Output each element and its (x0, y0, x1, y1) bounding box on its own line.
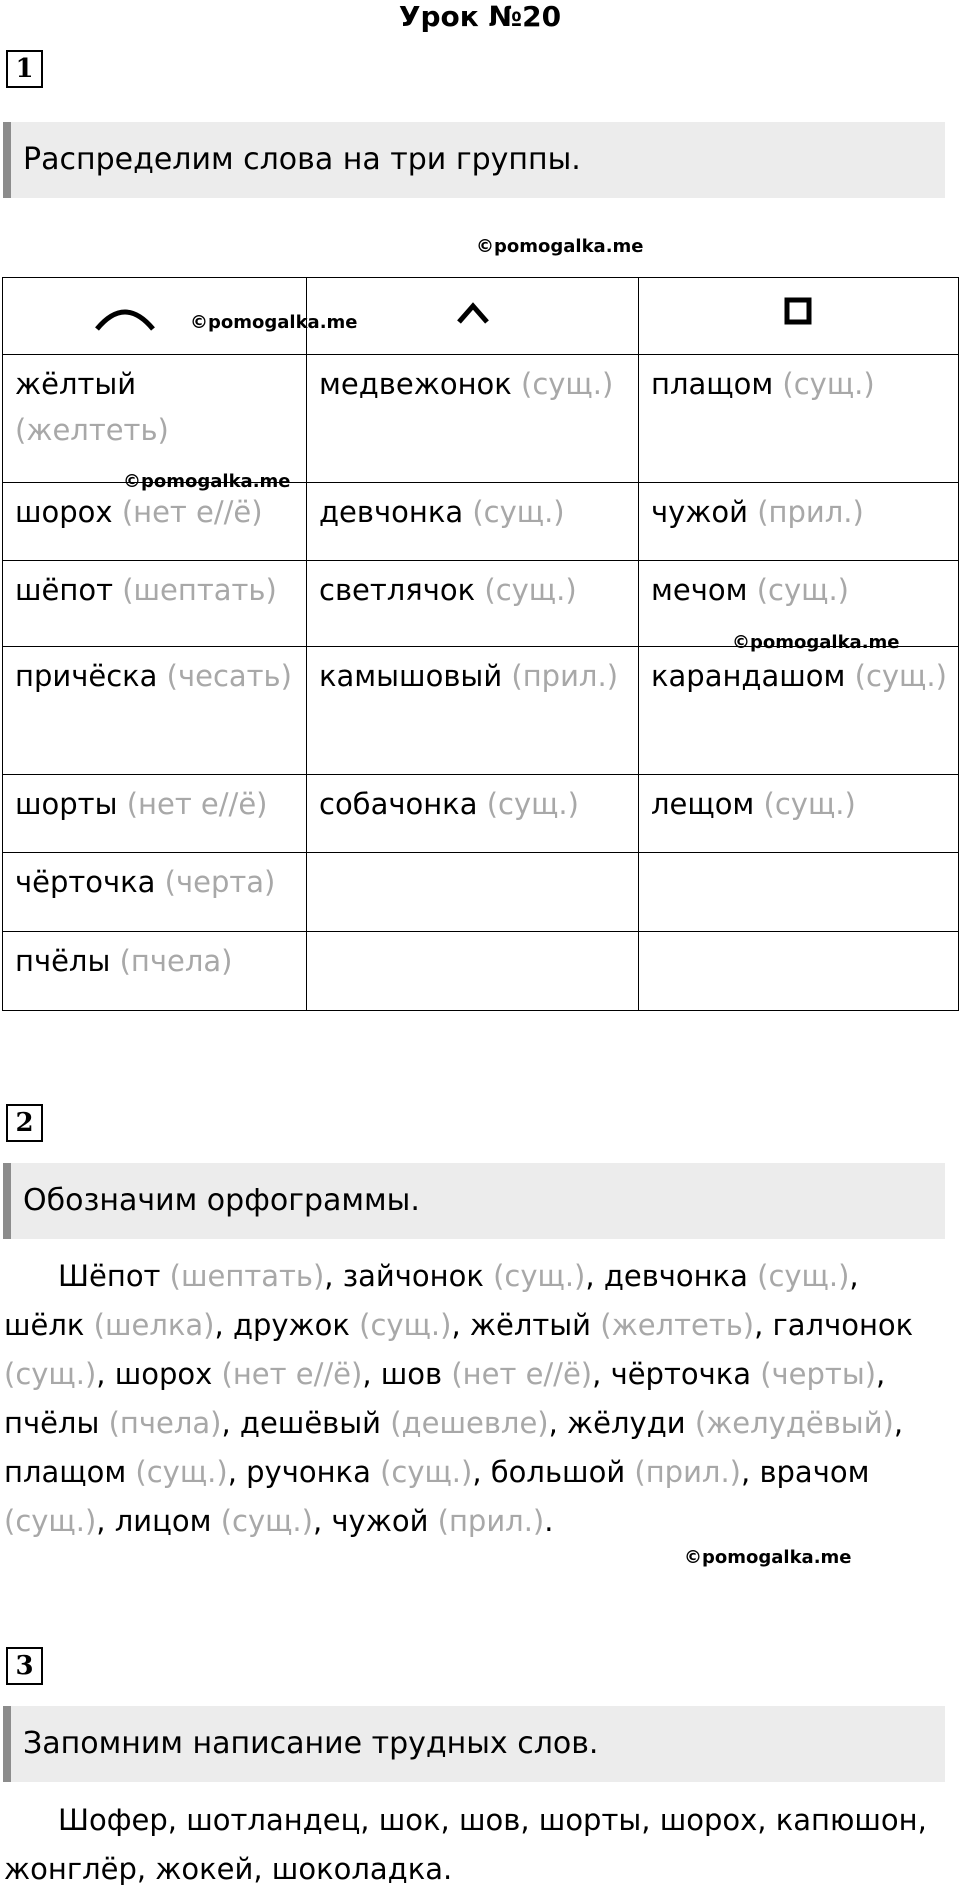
hint: (шелка) (93, 1308, 215, 1342)
word: шорох (15, 495, 113, 529)
header-arc-cell (3, 278, 357, 355)
table-row (3, 932, 959, 1011)
box-icon (769, 280, 829, 340)
hint: (сущ.) (854, 659, 947, 693)
hint: (черта) (164, 865, 276, 899)
hint: (прил.) (511, 659, 619, 693)
header-box-cell (639, 278, 959, 355)
word: жёлтый (469, 1308, 592, 1342)
word: медвежонок (319, 367, 512, 401)
word: причёска (15, 659, 158, 693)
hint: (шептать) (122, 573, 277, 607)
word: большой (490, 1455, 626, 1489)
hint: (сущ.) (493, 1259, 586, 1293)
hint: (прил.) (437, 1504, 545, 1538)
table-row (3, 355, 959, 483)
exercise-number-3: 3 (6, 1647, 43, 1685)
watermark: ©pomogalka.me (123, 471, 291, 492)
hint: (желудёвый) (694, 1406, 894, 1440)
exercise-task-3: Запомним написание трудных слов. (3, 1706, 945, 1782)
word: девчонка (603, 1259, 748, 1293)
hint: (нет е//ё) (126, 787, 268, 821)
hint: (сущ.) (782, 367, 875, 401)
word: дружок (232, 1308, 350, 1342)
hint: (сущ.) (4, 1357, 97, 1391)
hint: (пчела) (119, 944, 233, 978)
word: галчонок (772, 1308, 914, 1342)
hint: (желтеть) (600, 1308, 755, 1342)
hint: (нет е//ё) (451, 1357, 593, 1391)
hint: (сущ.) (4, 1504, 97, 1538)
word: светлячок (319, 573, 476, 607)
word: жёлуди (567, 1406, 686, 1440)
hint: (нет е//ё) (121, 495, 263, 529)
hint: (сущ.) (472, 495, 565, 529)
hint: (желтеть) (15, 413, 169, 447)
hint: (сущ.) (521, 367, 614, 401)
word: врачом (759, 1455, 870, 1489)
word: лещом (651, 787, 755, 821)
hint: (чесать) (166, 659, 292, 693)
exercise2-text: Шёпот (шептать), зайчонок (сущ.), девчонка (сущ.), шёлк (шелка), дружок (сущ.), жёлтый (желтеть), галчонок (сущ.), шорох (нет е//ё), шов (нет е//ё), чёрточка (черты), пчёлы (пчела), дешёвый (дешевле), жёлуди (желудёвый), плащом (сущ.), ручонка (сущ.), большой (прил.), врачом (сущ.), лицом (сущ.), чужой (прил.). (4, 1259, 914, 1538)
hint: (пчела) (108, 1406, 222, 1440)
word: чёрточка (610, 1357, 752, 1391)
table-row (3, 775, 959, 853)
watermark: ©pomogalka.me (684, 1547, 852, 1568)
word: девчонка (319, 495, 464, 529)
hint: (сущ.) (756, 573, 849, 607)
word: чужой (331, 1504, 429, 1538)
word: лицом (114, 1504, 212, 1538)
word: карандашом (651, 659, 846, 693)
exercise-number-2: 2 (6, 1104, 43, 1142)
table-row (3, 853, 959, 932)
word: ручонка (246, 1455, 371, 1489)
word: плащом (4, 1455, 127, 1489)
exercise-number-1: 1 (6, 50, 43, 88)
word: камышовый (319, 659, 503, 693)
word: шорох (114, 1357, 213, 1391)
hint: (сущ.) (220, 1504, 313, 1538)
empty-cell (639, 932, 959, 1011)
caret-icon (443, 280, 503, 340)
watermark: ©pomogalka.me (732, 632, 900, 653)
word: мечом (651, 573, 748, 607)
hint: (сущ.) (486, 787, 579, 821)
hint: (нет е//ё) (221, 1357, 363, 1391)
watermark-text: ©pomogalka.me (189, 311, 357, 333)
word: шёлк (4, 1308, 85, 1342)
hint: (прил.) (634, 1455, 741, 1489)
hint: (сущ.) (135, 1455, 228, 1489)
word: собачонка (319, 787, 478, 821)
word: шёпот (15, 573, 113, 607)
hint: (прил.) (757, 495, 864, 529)
hint: (сущ.) (484, 573, 577, 607)
exercise-task-1: Распределим слова на три группы. (3, 122, 945, 198)
empty-cell (307, 853, 639, 932)
hint: (сущ.) (757, 1259, 850, 1293)
table-row (3, 483, 959, 561)
hint: (сущ.) (359, 1308, 452, 1342)
word: шорты (15, 787, 118, 821)
empty-cell (639, 853, 959, 932)
exercise-task-2: Обозначим орфограммы. (3, 1163, 945, 1239)
word: жёлтый (15, 367, 137, 401)
hint: (сущ.) (380, 1455, 473, 1489)
arc-icon (15, 280, 357, 340)
watermark: ©pomogalka.me (476, 236, 644, 257)
empty-cell (307, 932, 639, 1011)
exercise3-text: Шофер, шотландец, шок, шов, шорты, шорох, капюшон, жонглёр, жокей, шоколадка. (4, 1803, 927, 1886)
word: пчёлы (15, 944, 111, 978)
word: дешёвый (239, 1406, 382, 1440)
page-title: Урок №20 (398, 0, 562, 33)
word: зайчонок (342, 1259, 484, 1293)
hint: (черты) (760, 1357, 877, 1391)
hint: (сущ.) (763, 787, 856, 821)
table-row (3, 647, 959, 775)
word: чужой (651, 495, 749, 529)
word: шов (380, 1357, 443, 1391)
word: Шёпот (58, 1259, 161, 1293)
word: пчёлы (4, 1406, 100, 1440)
hint: (дешевле) (390, 1406, 549, 1440)
hint: (шептать) (169, 1259, 325, 1293)
word: чёрточка (15, 865, 156, 899)
word: плащом (651, 367, 774, 401)
